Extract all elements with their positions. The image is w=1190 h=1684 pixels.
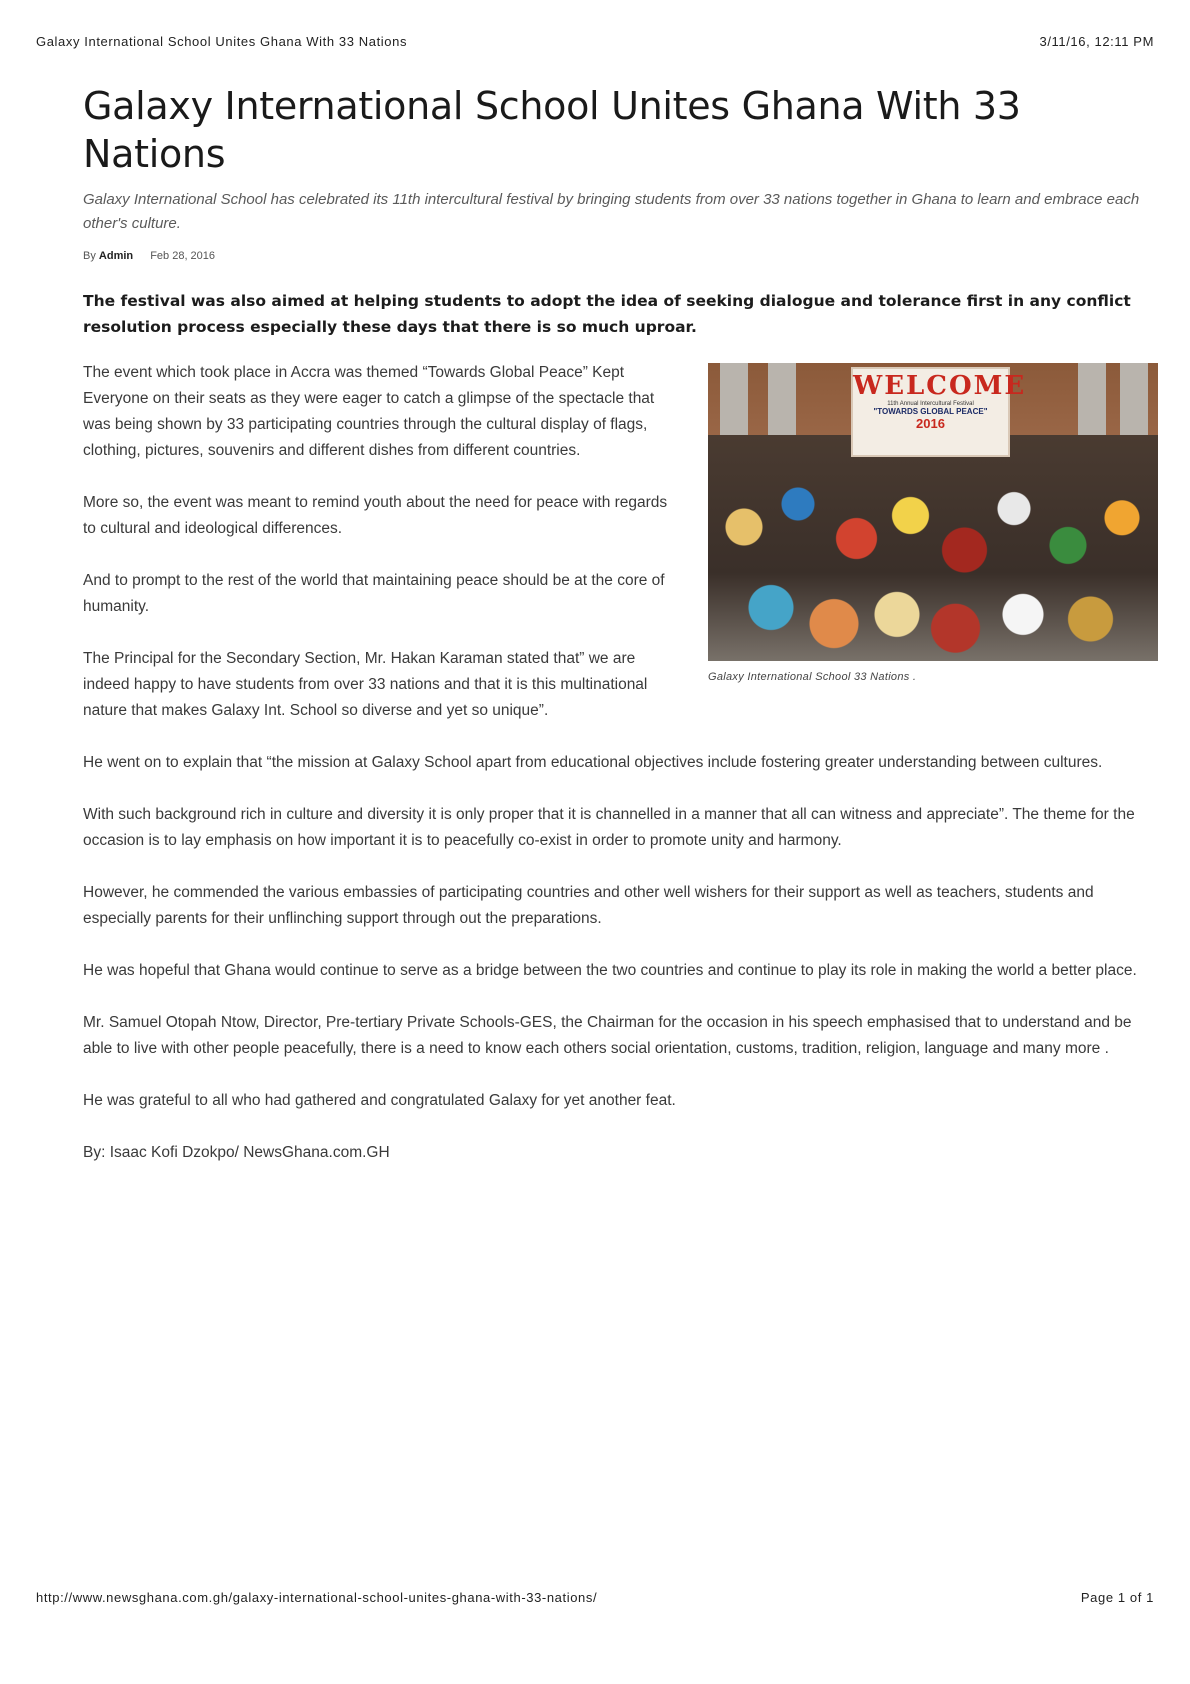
photo-welcome-banner [851,367,1027,457]
article-figure [708,363,1158,683]
print-header-timestamp: 3/11/16, 12:11 PM [1039,34,1154,49]
article-attribution: By: Isaac Kofi Dzokpo/ NewsGhana.com.GH [83,1144,390,1161]
byline-date: Feb 28, 2016 [150,250,216,262]
article-lead: The festival was also aimed at helping students to adopt the idea of seeking dialogue and tolerance first in any conflict resolution process especially these days that there is so much uproar. [83,292,1131,336]
article-paragraph: He went on to explain that “the mission at Galaxy School apart from educational objectives include fostering greater understanding between cultures. [83,754,1103,771]
byline-author-link[interactable]: Admin [98,250,134,262]
banner-festival-text: 11th Annual Intercultural Festival [887,401,974,407]
article-paragraph: The Principal for the Secondary Section, Mr. Hakan Karaman stated that” we are indeed happy to have students from over 33 nations and that it is this multinational nature that makes Galaxy Int. School so diverse and yet so unique”. [83,650,648,719]
print-footer-url: http://www.newsghana.com.gh/galaxy-international-school-unites-ghana-with-33-nations/ [36,1590,598,1605]
figure-caption: Galaxy International School 33 Nations . [708,671,917,683]
print-footer-page-indicator: Page 1 of 1 [1080,1590,1154,1605]
article-paragraph: Mr. Samuel Otopah Ntow, Director, Pre-tertiary Private Schools-GES, the Chairman for the occasion in his speech emphasised that to understand and be able to live with other people peacefully, there is a need to know each others social orientation, customs, tradition, religion, language and many more . [83,1014,1132,1057]
article-paragraph: The event which took place in Accra was themed “Towards Global Peace” Kept Everyone on their seats as they were eager to catch a glimpse of the spectacle that was being shown by 33 participating countries through the cultural display of flags, clothing, pictures, souvenirs and different dishes from different countries. [83,364,655,459]
article-body [83,360,1158,1166]
article-photo [708,363,1158,661]
article-paragraph: More so, the event was meant to remind youth about the need for peace with regards to cultural and ideological differences. [83,494,668,537]
article-subtitle: Galaxy International School has celebrated its 11th intercultural festival by bringing students from over 33 nations together in Ghana to learn and embrace each other's culture. [83,191,1140,232]
byline [83,250,1158,262]
article-paragraph: And to prompt to the rest of the world that maintaining peace should be at the core of humanity. [83,572,665,615]
byline-prefix: By [83,250,96,262]
print-footer [36,1590,1154,1610]
print-header-title: Galaxy International School Unites Ghana With 33 Nations [36,34,408,49]
article [83,82,1158,1192]
banner-year-text: 2016 [916,416,945,431]
article-paragraph: He was hopeful that Ghana would continue to serve as a bridge between the two countries and continue to play its role in making the world a better place. [83,962,1137,979]
article-paragraph: However, he commended the various embassies of participating countries and other well wishers for their support as well as teachers, students and especially parents for their unflinching support through out the preparations. [83,884,1094,927]
article-title: Galaxy International School Unites Ghana With 33 Nations [83,84,1021,176]
article-paragraph: With such background rich in culture and diversity it is only proper that it is channelled in a manner that all can witness and appreciate”. The theme for the occasion is to lay emphasis on how important it is to peacefully co-exist in order to promote unity and harmony. [83,806,1135,849]
banner-welcome-text: WELCOME [853,371,1027,401]
banner-theme-text: "TOWARDS GLOBAL PEACE" [873,407,988,416]
photo-crowd [708,435,1158,661]
print-header [36,34,1154,54]
article-paragraph: He was grateful to all who had gathered and congratulated Galaxy for yet another feat. [83,1092,676,1109]
